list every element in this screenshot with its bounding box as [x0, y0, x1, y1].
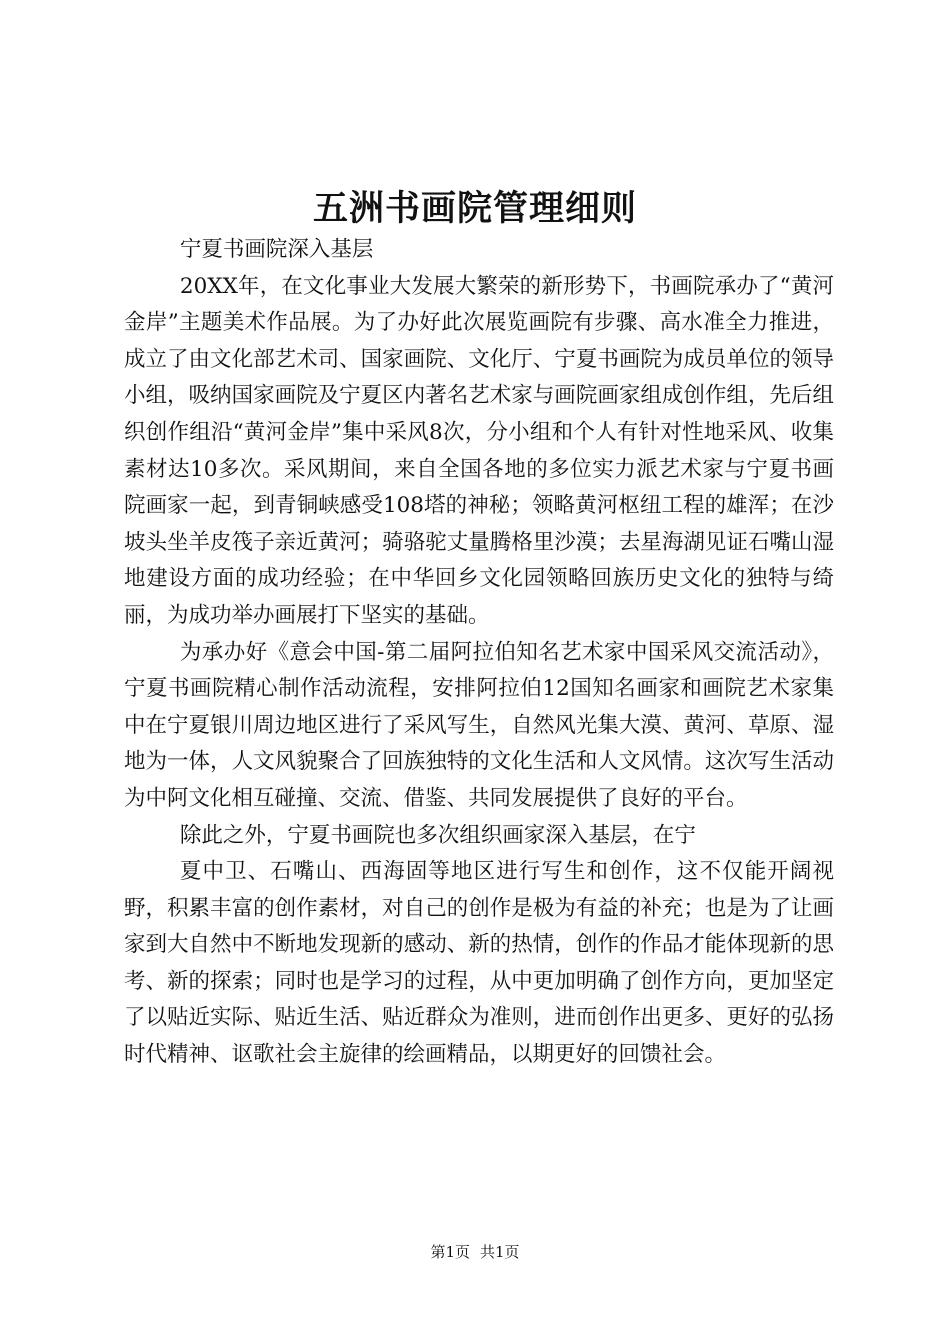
page-total: 共1页 [480, 1243, 520, 1261]
page-footer [0, 1242, 950, 1262]
document-title: 五洲书画院管理细则 [312, 188, 637, 229]
paragraph-grassroots-intro: 除此之外，宁夏书画院也多次组织画家深入基层，在宁 [179, 822, 696, 848]
paragraph-exhibition: 20XX年，在文化事业大发展大繁荣的新形势下，书画院承办了“黄河金岸”主题美术作品展。为了办好此次展览画院有步骤、高水准全力推进，成立了由文化部艺术司、国家画院、文化厅、宁夏书画院为成员单位的领导小组，吸纳国家画院及宁夏区内著名艺术家与画院画家组成创作组，先后组织创作组沿“黄河金岸”集中采风8次，分小组和个人有针对性地采风、收集素材达10多次。采风期间，来自全国各地的多位实力派艺术家与宁夏书画院画家一起，到青铜峡感受108塔的神秘；领略黄河枢纽工程的雄浑；在沙坡头坐羊皮筏子亲近黄河；骑骆驼丈量腾格里沙漠；去星海湖见证石嘴山湿地建设方面的成功经验；在中华回乡文化园领略回族历史文化的独特与绮丽，为成功举办画展打下坚实的基础。 [124, 273, 834, 628]
paragraph-arab-exchange: 为承办好《意会中国-第二届阿拉伯知名艺术家中国采风交流活动》，宁夏书画院精心制作活动流程，安排阿拉伯12国知名画家和画院艺术家集中在宁夏银川周边地区进行了采风写生，自然风光集大漠、黄河、草原、湿地为一体，人文风貌聚合了回族独特的文化生活和人文风情。这次写生活动为中阿文化相互碰撞、交流、借鉴、共同发展提供了良好的平台。 [124, 639, 834, 811]
paragraph-grassroots-detail: 夏中卫、石嘴山、西海固等地区进行写生和创作，这不仅能开阔视野，积累丰富的创作素材，对自己的创作是极为有益的补充；也是为了让画家到大自然中不断地发现新的感动、新的热情，创作的作品才能体现新的思考、新的探索；同时也是学习的过程，从中更加明确了创作方向，更加坚定了以贴近实际、贴近生活、贴近群众为准则，进而创作出更多、更好的弘扬时代精神、讴歌社会主旋律的绘画精品，以期更好的回馈社会。 [124, 859, 834, 1068]
paragraph-subheading: 宁夏书画院深入基层 [179, 237, 374, 262]
document-body [124, 232, 834, 1074]
page-number: 第1页 [430, 1243, 470, 1261]
